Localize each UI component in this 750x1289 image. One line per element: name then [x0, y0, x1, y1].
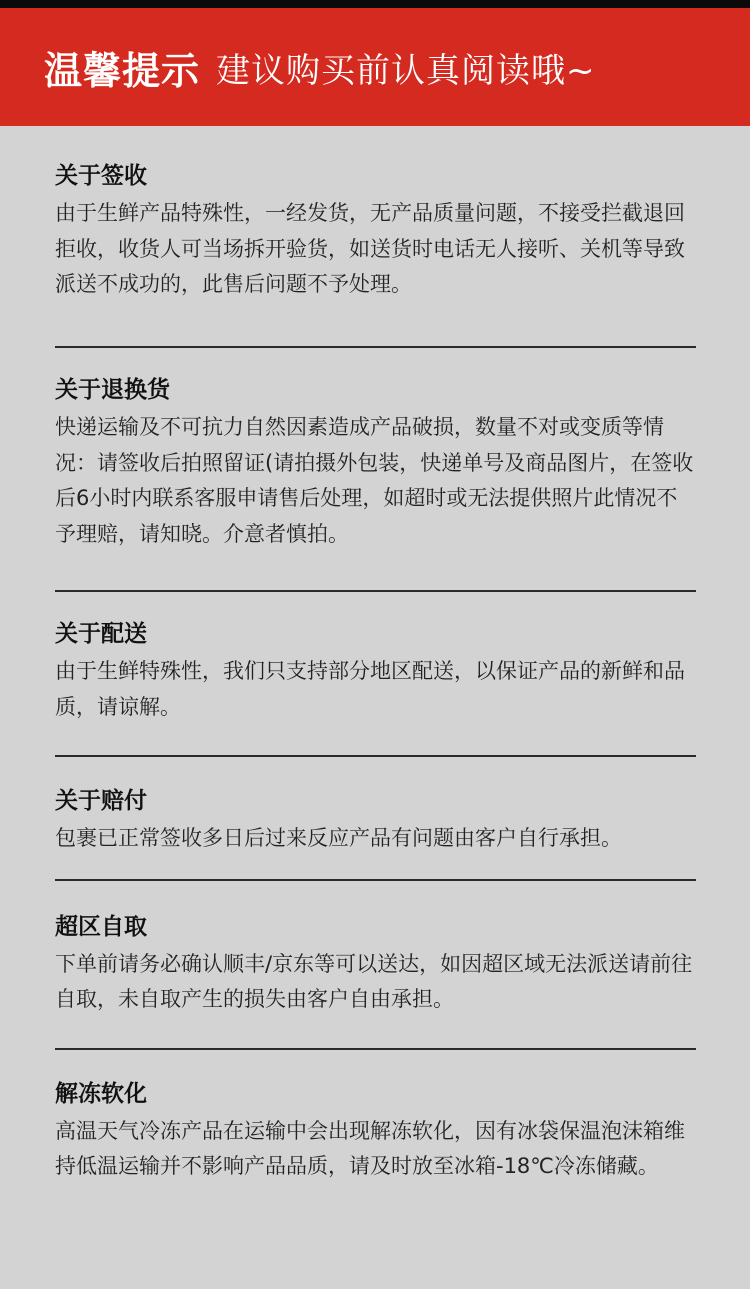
section-body: 由于生鲜产品特殊性，一经发货，无产品质量问题，不接受拦截退回拒收，收货人可当场拆开验货，如送货时电话无人接听、关机等导致派送不成功的，此售后问题不予处理。: [55, 201, 685, 296]
section-title: 关于退换货: [55, 377, 170, 403]
header-banner: [0, 8, 750, 126]
header-subtitle: 建议购买前认真阅读哦~: [216, 50, 596, 91]
section-signing: [55, 160, 696, 302]
section-title: 关于赔付: [55, 788, 147, 814]
section-title: 超区自取: [55, 913, 147, 940]
top-strip: [0, 0, 750, 8]
section-divider: [55, 879, 696, 881]
section-title: 解冻软化: [55, 1080, 147, 1107]
section-body: 高温天气冷冻产品在运输中会出现解冻软化，因有冰袋保温泡沫箱维持低温运输并不影响产品品质，请及时放至冰箱-18℃冷冻储藏。: [55, 1118, 685, 1178]
section-divider: [55, 755, 696, 757]
section-self-pickup: [55, 911, 696, 1018]
section-thawing: [55, 1078, 696, 1185]
section-compensation: [55, 785, 696, 857]
section-divider: [55, 346, 696, 348]
section-title: 关于配送: [55, 621, 147, 647]
header-title: 温馨提示: [44, 48, 201, 93]
section-body: 包裹已正常签收多日后过来反应产品有问题由客户自行承担。: [55, 826, 622, 850]
section-delivery: [55, 618, 696, 725]
section-divider: [55, 1048, 696, 1050]
section-divider: [55, 590, 696, 592]
section-body: 下单前请务必确认顺丰/京东等可以送达，如因超区域无法派送请前往自取，未自取产生的损失由客户自由承担。: [55, 951, 693, 1011]
section-body: 快递运输及不可抗力自然因素造成产品破损，数量不对或变质等情况：请签收后拍照留证(请拍摄外包装，快递单号及商品图片，在签收后6小时内联系客服申请售后处理，如超时或无法提供照片此情况不予理赔，请知晓。介意者慎拍。: [55, 415, 694, 546]
section-title: 关于签收: [55, 163, 147, 189]
section-body: 由于生鲜特殊性，我们只支持部分地区配送，以保证产品的新鲜和品质，请谅解。: [55, 659, 685, 719]
notice-content: [55, 160, 696, 1185]
section-returns: [55, 374, 696, 552]
